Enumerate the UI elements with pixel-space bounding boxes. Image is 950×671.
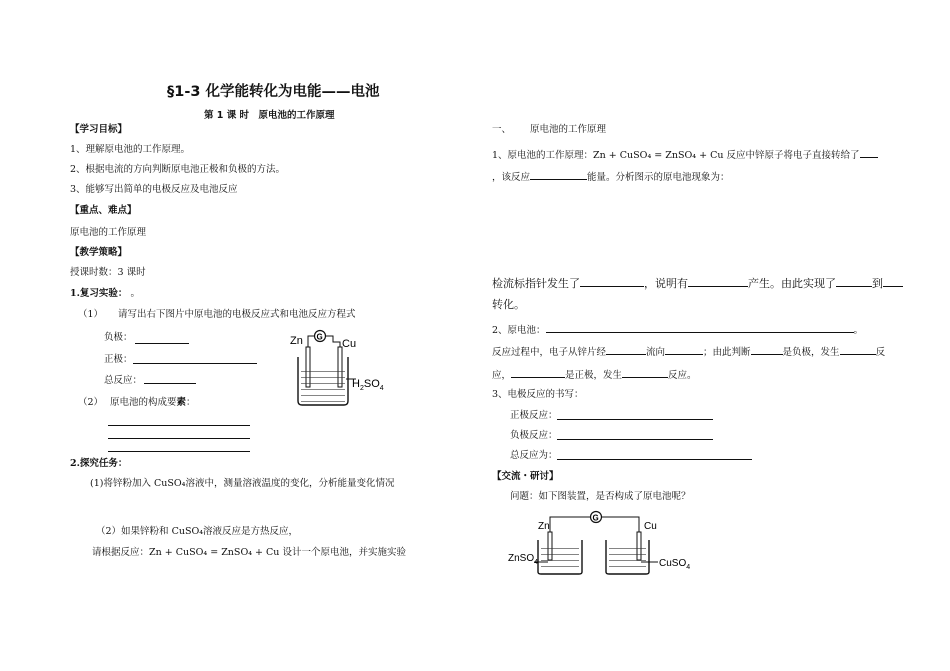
observation-line: 检流标指针发生了 ，说明有 产生。由此实现了 到 xyxy=(492,276,903,291)
explore-item-2: （2）如果锌粉和 CuSO₄溶液反应是方热反应， xyxy=(96,526,299,537)
two-beaker-diagram xyxy=(508,510,708,580)
principle-line-1: 1、原电池的工作原理：Zn + CuSO₄ = ZnSO₄ + Cu 反应中锌原子将电子直接转给了 xyxy=(492,147,878,162)
component-line-1[interactable] xyxy=(108,425,250,426)
q1-text: 请写出右下图片中原电池的电极反应式和电池反应方程式 xyxy=(118,309,356,320)
negative-reaction-label: 负极反应： xyxy=(510,430,558,441)
exchange-heading: 【交流・研讨】 xyxy=(492,471,559,482)
negative-answer-line[interactable] xyxy=(135,343,189,344)
positive-reaction-label: 正极反应： xyxy=(510,410,558,421)
diagram2-g-label: G xyxy=(592,513,599,523)
total-label: 总反应： xyxy=(104,375,143,386)
deflection-blank[interactable] xyxy=(580,276,644,287)
strategy-heading: 【教学策略】 xyxy=(70,247,128,258)
hours-text: 授课时数：3 课时 xyxy=(70,267,146,278)
section-title: 原电池的工作原理 xyxy=(530,124,607,135)
energy-blank[interactable] xyxy=(530,169,587,180)
explore-heading: 2.探究任务： xyxy=(70,458,128,469)
principle-line-2: ，该反应 能量。分析图示的原电池现象为： xyxy=(492,169,730,184)
svg-text:CuSO4: CuSO$_4$ xyxy=(659,558,691,571)
process-line-1: 反应过程中，电子从锌片经 流向 ；由此判断 是负极，发生 反 xyxy=(492,344,885,359)
q2-number: （2） xyxy=(78,397,104,408)
q1-number: （1） xyxy=(78,309,104,320)
explore-item-3: 请根据反应：Zn + CuSO₄ = ZnSO₄ + Cu 设计一个原电池，并实施实验 xyxy=(92,547,406,558)
component-line-2[interactable] xyxy=(108,438,250,439)
process-line-2: 应， 是正极，发生 反应。 xyxy=(492,367,697,382)
from-energy-blank[interactable] xyxy=(836,276,872,287)
question-text: 问题：如下图装置，是否构成了原电池呢？ xyxy=(510,491,691,502)
conversion-text: 转化。 xyxy=(492,298,525,311)
negative-label: 负极： xyxy=(104,332,133,343)
diagram1-g-label: G xyxy=(316,332,323,342)
to-energy-blank[interactable] xyxy=(883,276,903,287)
page-title: §1-3 化学能转化为电能——电池 xyxy=(167,84,380,100)
diagram2-zn-label: Zn xyxy=(538,521,550,532)
goal-2: 2、根据电流的方向判断原电池正极和负极的方法。 xyxy=(70,164,286,175)
q2-text: 原电池的构成要素： xyxy=(110,397,196,408)
key-heading: 【重点、难点】 xyxy=(70,205,137,216)
component-line-3[interactable] xyxy=(108,451,250,452)
review-heading: 1.复习实验： 。 xyxy=(70,288,140,299)
total-reaction-line[interactable] xyxy=(557,459,752,460)
explore-item-1: (1)将锌粉加入 CuSO₄溶液中，测量溶液温度的变化，分析能量变化情况 xyxy=(90,478,395,489)
goal-1: 1、理解原电池的工作原理。 xyxy=(70,144,191,155)
negative-reaction-line[interactable] xyxy=(557,439,713,440)
key-text: 原电池的工作原理 xyxy=(70,227,147,238)
section-number: 一、 xyxy=(492,124,512,135)
svg-text:H2SO4: $H_2SO_4$ xyxy=(352,378,384,392)
goal-3: 3、能够写出简单的电极反应及电池反应 xyxy=(70,184,238,195)
writing-heading: 3、电极反应的书写： xyxy=(492,389,584,400)
battery-blank[interactable] xyxy=(546,322,854,333)
diagram1-cu-label: Cu xyxy=(342,338,357,350)
positive-label: 正极： xyxy=(104,354,133,365)
total-answer-line[interactable] xyxy=(144,383,196,384)
positive-answer-line[interactable] xyxy=(133,363,257,364)
positive-reaction-line[interactable] xyxy=(557,419,713,420)
total-reaction-label: 总反应为： xyxy=(510,450,558,461)
svg-text:ZnSO4: ZnSO$_4$ xyxy=(508,553,539,566)
page-subtitle: 第 1 课 时 原电池的工作原理 xyxy=(204,110,335,121)
battery-definition: 2、原电池： 。 xyxy=(492,322,863,337)
goals-heading: 【学习目标】 xyxy=(70,124,128,135)
current-blank[interactable] xyxy=(688,276,748,287)
galvanic-cell-diagram xyxy=(288,327,398,407)
diagram2-cu-label: Cu xyxy=(644,521,657,532)
diagram1-zn-label: Zn xyxy=(290,335,303,347)
